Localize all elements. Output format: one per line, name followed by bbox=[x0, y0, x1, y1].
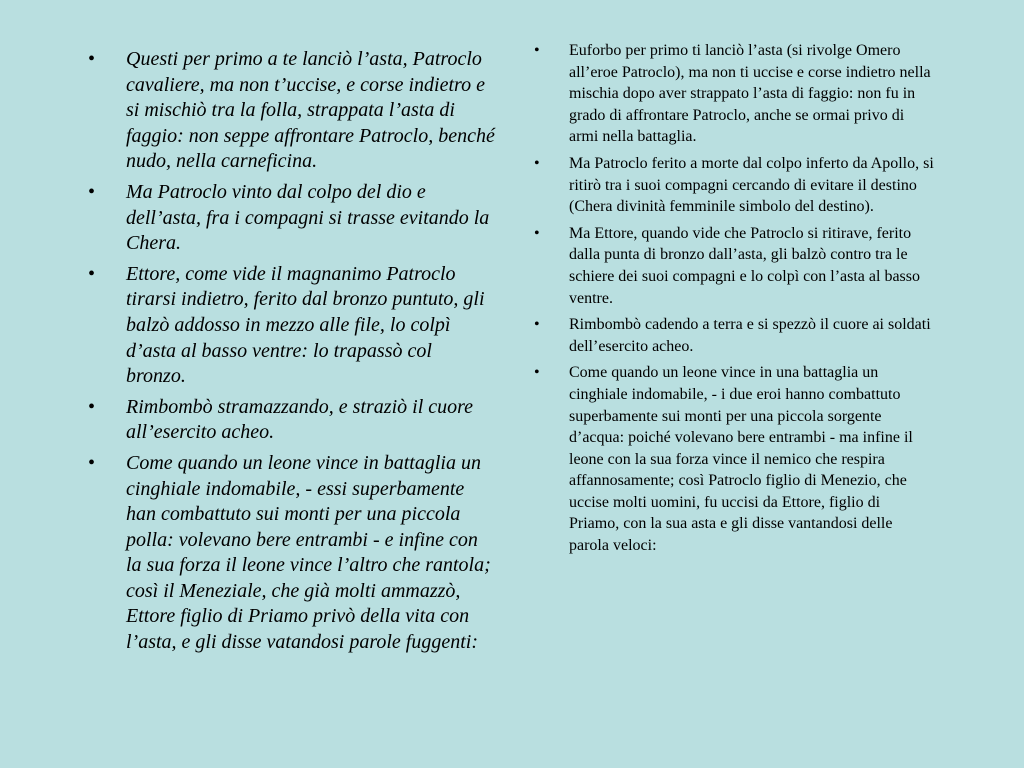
list-item bbox=[88, 47, 496, 175]
prose-paraphrase-column bbox=[534, 40, 934, 562]
verse-text: Ma Patroclo vinto dal colpo del dio e dell’asta, fra i compagni si trasse evitando la Chera. bbox=[126, 180, 490, 255]
verse-text: Questi per primo a te lanciò l’asta, Patroclo cavaliere, ma non t’uccise, e corse indietro e si mischiò tra la folla, strappata l’asta di faggio: non seppe affrontare Patroclo, benché nudo, nella carneficina. bbox=[126, 48, 495, 173]
verse-text: Rimbombò stramazzando, e straziò il cuore all’esercito acheo. bbox=[126, 395, 474, 444]
paraphrase-text: Ma Patroclo ferito a morte dal colpo inferto da Apollo, si ritirò tra i suoi compagni cercando di evitare il destino (Chera divinità femminile simbolo del destino). bbox=[569, 154, 934, 216]
bullet-icon: • bbox=[88, 451, 96, 474]
bullet-icon: • bbox=[534, 154, 540, 172]
paraphrase-text: Ma Ettore, quando vide che Patroclo si ritirave, ferito dalla punta di bronzo dall’asta, gli balzò contro tra le schiere dei suoi compagni e lo colpì con l’asta al basso ventre. bbox=[569, 224, 921, 307]
verse-text: Come quando un leone vince in battaglia un cinghiale indomabile, - essi superbamente han combattuto sui monti per una piccola polla: volevano bere entrambi - e infine con la sua forza il leone vince l’altro che rantola; così il Meneziale, che già molti ammazzò, Ettore figlio di Priamo privò della vita con l’asta, e gli disse vatandosi parole fuggenti: bbox=[126, 451, 491, 654]
list-item bbox=[88, 451, 496, 656]
list-item bbox=[534, 40, 934, 148]
paraphrase-text: Come quando un leone vince in una battaglia un cinghiale indomabile, - i due eroi hanno combattuto superbamente sui monti per una piccola sorgente d’acqua: poiché volevano bere entrambi - ma infine il leone con la sua forza vince il nemico che respira affannosamente; così Patroclo figlio di Menezio, che uccise molti uomini, fu uccisi da Ettore, figlio di Priamo, con la sua asta e gli disse vantandosi delle parola veloci: bbox=[569, 364, 913, 555]
list-item bbox=[88, 395, 496, 446]
bullet-icon: • bbox=[88, 262, 96, 285]
list-item bbox=[534, 223, 934, 309]
bullet-icon: • bbox=[88, 180, 96, 203]
list-item bbox=[534, 314, 934, 357]
bullet-icon: • bbox=[534, 42, 540, 59]
italian-verse-column bbox=[88, 47, 496, 661]
verse-text: Ettore, come vide il magnanimo Patroclo tirarsi indietro, ferito dal bronzo puntuto, gli balzò addosso in mezzo alle file, lo colpì d’asta al basso ventre: lo trapassò col bronzo. bbox=[126, 262, 485, 388]
bullet-icon: • bbox=[534, 364, 540, 382]
paraphrase-text: Rimbombò cadendo a terra e si spezzò il cuore ai soldati dell’esercito acheo. bbox=[569, 316, 931, 355]
list-item bbox=[88, 180, 496, 257]
bullet-icon: • bbox=[534, 224, 540, 242]
bullet-icon: • bbox=[88, 48, 96, 70]
list-item bbox=[534, 153, 934, 218]
paraphrase-text: Euforbo per primo ti lanciò l’asta (si rivolge Omero all’eroe Patroclo), ma non ti uccise e corse indietro nella mischia dopo aver strappato l’asta di faggio: non fu in grado di affrontare Patroclo, anche se ormai privo di armi nella battaglia. bbox=[569, 42, 931, 146]
list-item bbox=[88, 262, 496, 390]
list-item bbox=[534, 362, 934, 556]
bullet-icon: • bbox=[534, 316, 540, 334]
bullet-icon: • bbox=[88, 395, 96, 418]
